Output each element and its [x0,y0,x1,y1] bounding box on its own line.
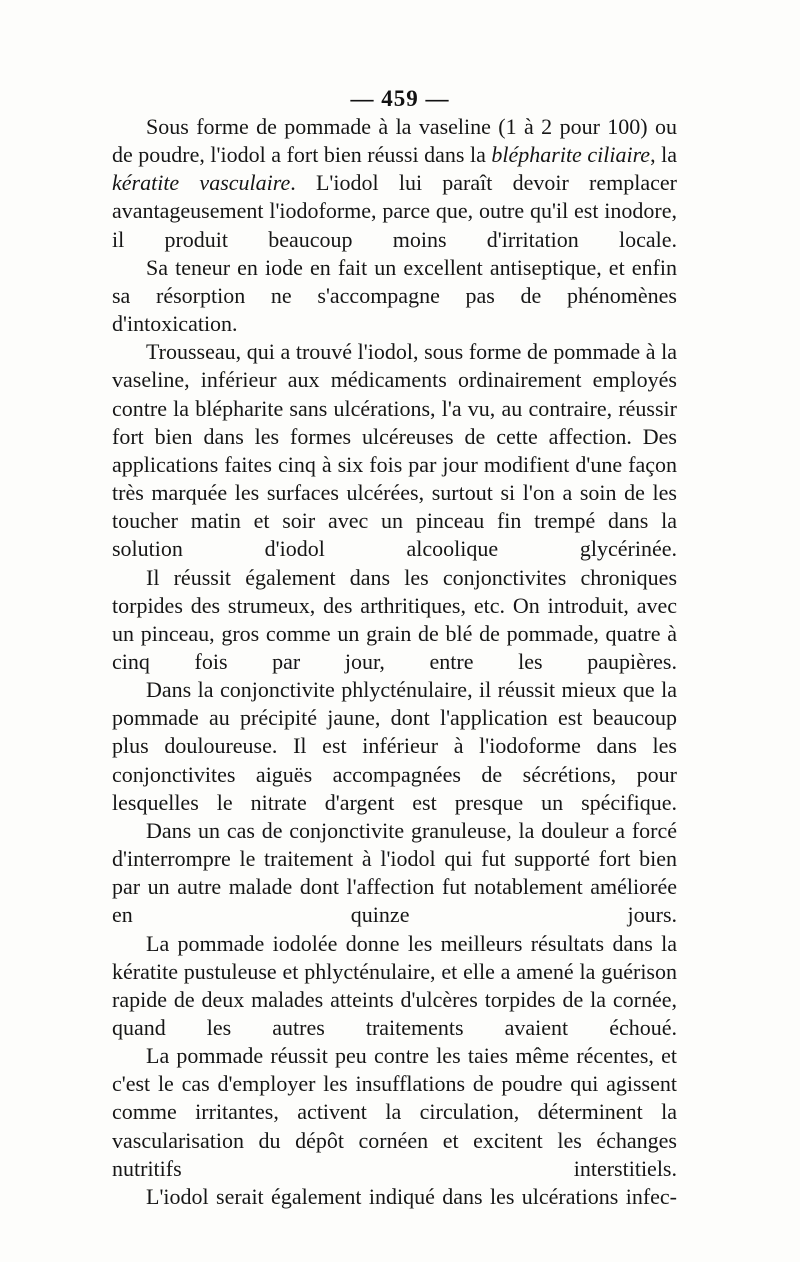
paragraph: Trousseau, qui a trouvé l'iodol, sous forme de pommade à la vaseline, inférieur aux médicaments ordinairement employés contre la blépharite sans ulcérations, l'a vu, au contraire, réussir fort bien dans les formes ulcéreuses de cette affection. Des applications faites cinq à six fois par jour modifient d'une façon très marquée les surfaces ulcérées, surtout si l'on a soin de les toucher matin et soir avec un pinceau fin trempé dans la solution d'iodol alcoolique glycérinée. [112,339,677,562]
paragraph-continued: L'iodol serait également indiqué dans les ulcérations infec- [146,1183,677,1209]
paragraph [112,113,677,254]
text-run: Sous forme de pommade à la vaseline (1 à 2 pour 100) ou de poudre, l'iodol a fort bien réussi dans la [112,114,677,168]
italic-term: blépharite ciliaire [491,142,651,168]
paragraph: Sa teneur en iode en fait un excellent antiseptique, et enfin sa résorption ne s'accompagne pas de phénomènes d'intoxication. [112,254,677,337]
paragraph: Dans la conjonctivite phlycténulaire, il réussit mieux que la pommade au précipité jaune, dont l'application est beaucoup plus douloureuse. Il est inférieur à l'iodoforme dans les conjonctivites aiguës accompagnées de sécrétions, pour lesquelles le nitrate d'argent est presque un spécifique. [112,677,677,815]
paragraph: La pommade iodolée donne les meilleurs résultats dans la kératite pustuleuse et phlycténulaire, et elle a amené la guérison rapide de deux malades atteints d'ulcères torpides de la cornée, quand les autres traitements avaient échoué. [112,930,677,1040]
body-text [112,113,677,1211]
page-number: — 459 — [350,86,450,111]
paragraph: La pommade réussit peu contre les taies même récentes, et c'est le cas d'employer les insufflations de poudre qui agissent comme irritantes, activent la circulation, déterminent la vascularisation du dépôt cornéen et excitent les échanges nutritifs interstitiels. [112,1043,677,1181]
italic-term: kératite vasculaire [112,170,291,196]
paragraph: Dans un cas de conjonctivite granuleuse, la douleur a forcé d'interrompre le traitement à l'iodol qui fut supporté fort bien par un autre malade dont l'affection fut notablement améliorée en quinze jours. [112,817,677,928]
paragraph: Il réussit également dans les conjonctivites chroniques torpides des strumeux, des arthritiques, etc. On introduit, avec un pinceau, gros comme un grain de blé de pommade, quatre à cinq fois par jour, entre les paupières. [112,564,677,674]
text-run: , la [650,142,677,168]
text-run: . L'iodol lui paraît devoir remplacer avantageusement l'iodoforme, parce que, outre qu'il est inodore, il produit beaucoup moins d'irritation locale. [112,170,677,252]
